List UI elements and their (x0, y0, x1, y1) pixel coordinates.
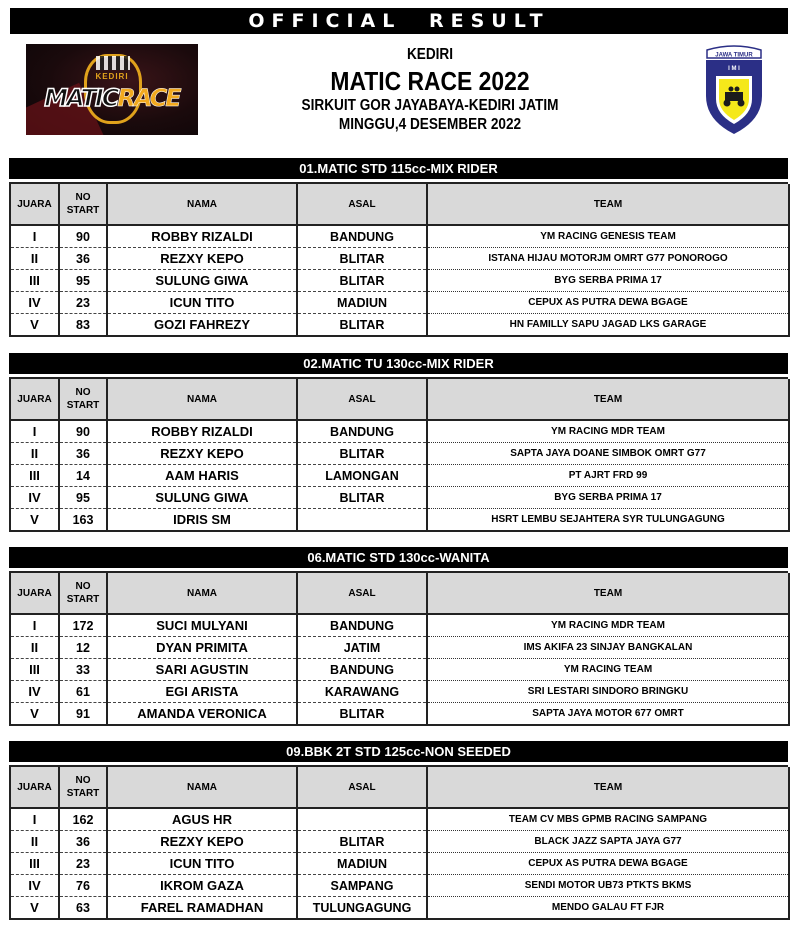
event-title-block (240, 47, 620, 133)
cell-team: ISTANA HIJAU MOTORJM OMRT G77 PONOROGO (427, 248, 789, 270)
cell-asal (297, 509, 427, 532)
col-header-asal: ASAL (297, 379, 427, 420)
cell-team: BYG SERBA PRIMA 17 (427, 270, 789, 292)
cell-no-start: 23 (59, 853, 107, 875)
col-header-no-start (59, 767, 107, 808)
cell-nama: SARI AGUSTIN (107, 659, 297, 681)
cell-nama: ROBBY RIZALDI (107, 420, 297, 443)
table-row (10, 659, 789, 681)
event-city: KEDIRI (406, 46, 454, 63)
cell-team: SENDI MOTOR UB73 PTKTS BKMS (427, 875, 789, 897)
cell-asal: SAMPANG (297, 875, 427, 897)
col-header-asal: ASAL (297, 184, 427, 225)
cell-nama: EGI ARISTA (107, 681, 297, 703)
cell-team: CEPUX AS PUTRA DEWA BGAGE (427, 292, 789, 314)
table-row (10, 314, 789, 337)
cell-asal: MADIUN (297, 853, 427, 875)
cell-juara: V (10, 509, 59, 532)
col-header-nama: NAMA (107, 379, 297, 420)
table-row (10, 681, 789, 703)
cell-no-start: 172 (59, 614, 107, 637)
cell-juara: II (10, 443, 59, 465)
col-header-no: NO (75, 581, 91, 592)
results-table (9, 573, 790, 726)
table-row (10, 420, 789, 443)
event-venue: SIRKUIT GOR JAYABAYA-KEDIRI JATIM (301, 97, 559, 114)
cell-asal: BANDUNG (297, 614, 427, 637)
table-row (10, 292, 789, 314)
cell-juara: V (10, 897, 59, 920)
results-table-class-1 (9, 158, 788, 337)
cell-asal: JATIM (297, 637, 427, 659)
col-header-juara: JUARA (10, 767, 59, 808)
cell-nama: AMANDA VERONICA (107, 703, 297, 726)
cell-no-start: 61 (59, 681, 107, 703)
cell-asal: KARAWANG (297, 681, 427, 703)
cell-asal: BANDUNG (297, 420, 427, 443)
cell-nama: SULUNG GIWA (107, 270, 297, 292)
class-title: 06.MATIC STD 130cc-WANITA (9, 547, 788, 568)
cell-nama: ICUN TITO (107, 292, 297, 314)
cell-no-start: 76 (59, 875, 107, 897)
cell-team: SRI LESTARI SINDORO BRINGKU (427, 681, 789, 703)
imi-shield-icon (703, 44, 765, 136)
cell-nama: AAM HARIS (107, 465, 297, 487)
cell-team: MENDO GALAU FT FJR (427, 897, 789, 920)
table-row (10, 831, 789, 853)
logo-wordmark (26, 84, 198, 112)
class-title: 02.MATIC TU 130cc-MIX RIDER (9, 353, 788, 374)
cell-no-start: 163 (59, 509, 107, 532)
col-header-no: NO (75, 775, 91, 786)
cell-no-start: 23 (59, 292, 107, 314)
logo-word-race: RACE (117, 84, 180, 112)
cell-asal: BLITAR (297, 314, 427, 337)
cell-nama: FAREL RAMADHAN (107, 897, 297, 920)
cell-nama: SULUNG GIWA (107, 487, 297, 509)
col-header-nama: NAMA (107, 573, 297, 614)
cell-juara: I (10, 225, 59, 248)
svg-text:JAWA TIMUR: JAWA TIMUR (715, 52, 753, 59)
cell-juara: I (10, 808, 59, 831)
cell-no-start: 36 (59, 443, 107, 465)
cell-asal: BANDUNG (297, 225, 427, 248)
cell-juara: II (10, 831, 59, 853)
logo-kediri-text: KEDIRI (95, 72, 129, 81)
table-row (10, 875, 789, 897)
cell-team: IMS AKIFA 23 SINJAY BANGKALAN (427, 637, 789, 659)
cell-asal: BLITAR (297, 443, 427, 465)
col-header-start: START (66, 788, 100, 799)
cell-asal: BLITAR (297, 270, 427, 292)
col-header-nama: NAMA (107, 767, 297, 808)
cell-asal (297, 808, 427, 831)
cell-asal: BLITAR (297, 703, 427, 726)
col-header-team: TEAM (427, 767, 789, 808)
col-header-start: START (66, 205, 100, 216)
cell-team: BLACK JAZZ SAPTA JAYA G77 (427, 831, 789, 853)
results-table-class-4 (9, 741, 788, 920)
cell-juara: IV (10, 681, 59, 703)
cell-asal: TULUNGAGUNG (297, 897, 427, 920)
cell-asal: BLITAR (297, 487, 427, 509)
cell-asal: LAMONGAN (297, 465, 427, 487)
cell-nama: REZXY KEPO (107, 831, 297, 853)
cell-nama: IDRIS SM (107, 509, 297, 532)
cell-juara: II (10, 248, 59, 270)
results-table (9, 767, 790, 920)
table-row (10, 853, 789, 875)
col-header-nama: NAMA (107, 184, 297, 225)
cell-nama: DYAN PRIMITA (107, 637, 297, 659)
table-row (10, 703, 789, 726)
cell-juara: V (10, 703, 59, 726)
table-header-row (10, 767, 789, 808)
cell-nama: REZXY KEPO (107, 248, 297, 270)
table-row (10, 248, 789, 270)
cell-no-start: 95 (59, 487, 107, 509)
table-row (10, 509, 789, 532)
cell-team: PT AJRT FRD 99 (427, 465, 789, 487)
cell-team: YM RACING MDR TEAM (427, 614, 789, 637)
cell-no-start: 162 (59, 808, 107, 831)
cell-no-start: 90 (59, 225, 107, 248)
cell-no-start: 90 (59, 420, 107, 443)
cell-team: SAPTA JAYA MOTOR 677 OMRT (427, 703, 789, 726)
table-row (10, 637, 789, 659)
event-name: MATIC RACE 2022 (330, 66, 530, 96)
col-header-no: NO (75, 387, 91, 398)
cell-juara: III (10, 270, 59, 292)
col-header-juara: JUARA (10, 184, 59, 225)
cell-team: CEPUX AS PUTRA DEWA BGAGE (427, 853, 789, 875)
cell-juara: V (10, 314, 59, 337)
imi-jatim-logo (703, 44, 765, 136)
col-header-start: START (66, 594, 100, 605)
col-header-no-start (59, 573, 107, 614)
cell-juara: IV (10, 487, 59, 509)
table-row (10, 897, 789, 920)
cell-juara: III (10, 465, 59, 487)
cell-team: YM RACING MDR TEAM (427, 420, 789, 443)
col-header-team: TEAM (427, 379, 789, 420)
table-header-row (10, 184, 789, 225)
svg-text:I M I: I M I (728, 66, 740, 72)
table-row (10, 270, 789, 292)
cell-no-start: 36 (59, 248, 107, 270)
results-table (9, 184, 790, 337)
results-table (9, 379, 790, 532)
cell-asal: BANDUNG (297, 659, 427, 681)
col-header-juara: JUARA (10, 573, 59, 614)
cell-nama: ICUN TITO (107, 853, 297, 875)
cell-team: YM RACING GENESIS TEAM (427, 225, 789, 248)
cell-no-start: 91 (59, 703, 107, 726)
table-header-row (10, 573, 789, 614)
col-header-no-start (59, 379, 107, 420)
matic-race-logo (26, 44, 198, 135)
col-header-juara: JUARA (10, 379, 59, 420)
col-header-team: TEAM (427, 184, 789, 225)
col-header-start: START (66, 400, 100, 411)
cell-no-start: 83 (59, 314, 107, 337)
cell-juara: III (10, 659, 59, 681)
table-row (10, 225, 789, 248)
table-row (10, 614, 789, 637)
col-header-no-start (59, 184, 107, 225)
table-row (10, 465, 789, 487)
cell-nama: REZXY KEPO (107, 443, 297, 465)
cell-juara: III (10, 853, 59, 875)
cell-no-start: 14 (59, 465, 107, 487)
results-table-class-2 (9, 353, 788, 532)
cell-team: HN FAMILLY SAPU JAGAD LKS GARAGE (427, 314, 789, 337)
cell-nama: ROBBY RIZALDI (107, 225, 297, 248)
cell-nama: GOZI FAHREZY (107, 314, 297, 337)
cell-nama: AGUS HR (107, 808, 297, 831)
logo-word-matic: MATIC (44, 84, 118, 112)
cell-juara: IV (10, 875, 59, 897)
cell-team: SAPTA JAYA DOANE SIMBOK OMRT G77 (427, 443, 789, 465)
cell-no-start: 36 (59, 831, 107, 853)
table-row (10, 487, 789, 509)
cell-no-start: 63 (59, 897, 107, 920)
col-header-team: TEAM (427, 573, 789, 614)
table-row (10, 443, 789, 465)
cell-no-start: 95 (59, 270, 107, 292)
cell-asal: BLITAR (297, 831, 427, 853)
cell-no-start: 12 (59, 637, 107, 659)
cell-juara: I (10, 614, 59, 637)
class-title: 09.BBK 2T STD 125cc-NON SEEDED (9, 741, 788, 762)
cell-team: BYG SERBA PRIMA 17 (427, 487, 789, 509)
cell-team: HSRT LEMBU SEJAHTERA SYR TULUNGAGUNG (427, 509, 789, 532)
col-header-asal: ASAL (297, 767, 427, 808)
cell-asal: MADIUN (297, 292, 427, 314)
class-title: 01.MATIC STD 115cc-MIX RIDER (9, 158, 788, 179)
cell-nama: SUCI MULYANI (107, 614, 297, 637)
cell-no-start: 33 (59, 659, 107, 681)
event-date: MINGGU,4 DESEMBER 2022 (338, 116, 522, 133)
cell-asal: BLITAR (297, 248, 427, 270)
table-header-row (10, 379, 789, 420)
col-header-asal: ASAL (297, 573, 427, 614)
cell-juara: IV (10, 292, 59, 314)
cell-team: TEAM CV MBS GPMB RACING SAMPANG (427, 808, 789, 831)
cell-nama: IKROM GAZA (107, 875, 297, 897)
cell-juara: II (10, 637, 59, 659)
cell-team: YM RACING TEAM (427, 659, 789, 681)
table-row (10, 808, 789, 831)
cell-juara: I (10, 420, 59, 443)
results-table-class-3 (9, 547, 788, 726)
checkered-flag-icon (96, 56, 130, 70)
col-header-no: NO (75, 192, 91, 203)
official-result-banner: OFFICIAL RESULT (10, 8, 788, 34)
